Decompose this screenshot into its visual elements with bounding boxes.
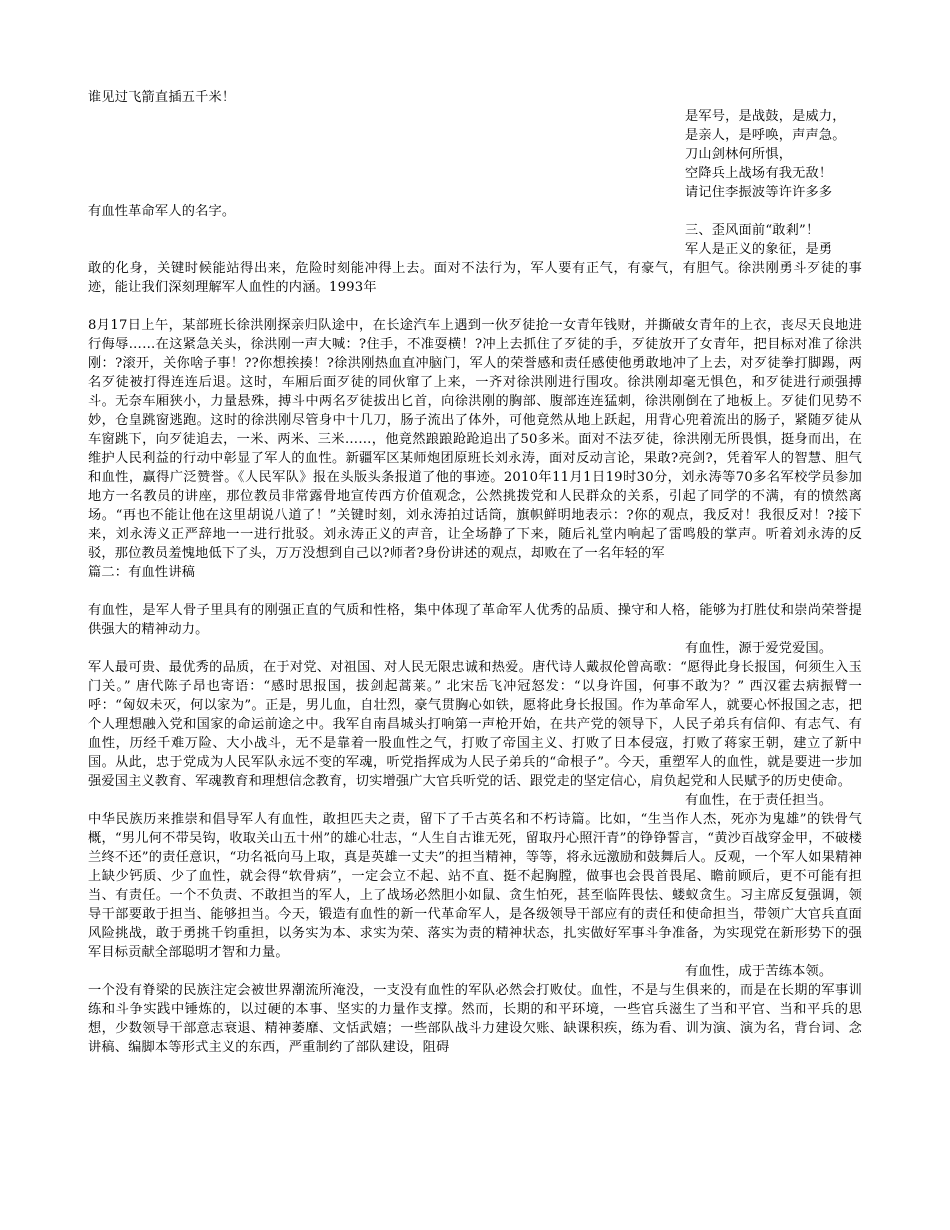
text-line: 刀山剑林何所惧， — [685, 147, 793, 162]
text-line: 军人是正义的象征，是勇 — [685, 242, 833, 257]
subheading-training: 有血性，成于苦练本领。 — [685, 964, 833, 979]
text-line: 空降兵上战场有我无敌！ — [685, 166, 833, 181]
subheading-responsibility: 有血性，在于责任担当。 — [685, 793, 833, 808]
paragraph-intro: 敢的化身，关键时候能站得出来，危险时刻能冲得上去。面对不法行为，军人要有正气，有豪气，有胆气。徐洪刚勇斗歹徒的事迹，能让我们深刻理解军人血性的内涵。1993年 — [88, 261, 862, 295]
paragraph-definition: 有血性，是军人骨子里具有的刚强正直的气质和性格，集中体现了革命军人优秀的品质、操守和人格，能够为打胜仗和崇尚荣誉提供强大的精神动力。 — [88, 603, 862, 637]
paragraph-responsibility: 中华民族历来推崇和倡导军人有血性，敢担匹夫之责，留下了千古英名和不朽诗篇。比如，“生当作人杰，死亦为鬼雄”的铁骨气概，“男儿何不带吴钩，收取关山五十州”的雄心壮志，“人生自古谁无死，留取丹心照汗青”的铮铮誓言，“黄沙百战穿金甲，不破楼兰终不还”的责任意识，“功名祗向马上取，真是英雄一丈夫”的担当精神，等等，将永远激励和鼓舞后人。反观，一个军人如果精神上缺少钙质、少了血性，就会得“软骨病”，一定会立不起、站不直、挺不起胸膛，做事也会畏首畏尾、瞻前顾后，更不可能有担当、有责任。一个不负责、不敢担当的军人，上了战场必然胆小如鼠、贪生怕死，甚至临阵畏怯、蝼蚁贪生。习主席反复强调，领导干部要敢于担当、能够担当。今天，锻造有血性的新一代革命军人，是各级领导干部应有的责任和使命担当，带领广大官兵直面风险挑战，敢于勇挑千钧重担，以务实为本、求实为荣、落实为责的精神状态，扎实做好军事斗争准备，为实现党在新形势下的强军目标贡献全部聪明才智和力量。 — [88, 812, 862, 960]
poem-section — [88, 88, 862, 259]
spacer — [88, 582, 862, 601]
text-line: 三、歪风面前“敢剎”！ — [685, 223, 820, 238]
paragraph-patriotism: 军人最可贵、最优秀的品质，在于对党、对祖国、对人民无限忠诚和热爱。唐代诗人戴叔伦曾高歌：“愿得此身长报国，何须生入玉门关。” 唐代陈子昂也寄语：“感时思报国，拔剑起蒿莱。” 北宋岳飞冲冠怒发：“以身许国，何事不敢为？” 西汉霍去病振臂一呼：“匈奴未灭，何以家为”。正是，男儿血，自壮烈，豪气贯胸心如铁，愿将此身长报国。作为革命军人，就要心怀报国之志，把个人理想融入党和国家的命运前途之中。我军自南昌城头打响第一声枪开始，在共产党的领导下，人民子弟兵有信仰、有志气、有血性，历经千难万险、大小战斗，无不是靠着一股血性之气，打败了帝国主义、打败了日本侵寇，打败了蒋家王朝，建立了新中国。从此，忠于党成为人民军队永远不变的军魂，听党指挥成为人民子弟兵的“命根子”。今天，重塑军人的血性，就是要进一步加强爱国主义教育、军魂教育和理想信念教育，切实增强广大官兵听党的话、跟党走的坚定信心，肩负起党和人民赋予的历史使命。 — [88, 660, 862, 789]
subheading-patriotism: 有血性，源于爱党爱国。 — [685, 641, 833, 656]
spacer — [88, 297, 862, 316]
text-line: 有血性革命军人的名字。 — [88, 204, 236, 219]
text-line: 谁见过飞箭直插五千米！ — [88, 90, 236, 105]
section-heading: 篇二：有血性讲稿 — [88, 565, 196, 580]
text-line: 是亲人，是呼唤，声声急。 — [685, 128, 846, 143]
text-line: 请记住李振波等许许多多 — [685, 185, 833, 200]
text-line: 是军号，是战鼓，是威力， — [685, 109, 846, 124]
paragraph-training: 一个没有脊梁的民族注定会被世界潮流所淹没，一支没有血性的军队必然会打败仗。血性，不是与生俱来的，而是在长期的军事训练和斗争实践中锤炼的，以过硬的本事、坚实的力量作支撑。然而，长期的和平环境，一些官兵滋生了当和平官、当和平兵的思想，少数领导干部意志衰退、精神萎靡、文恬武嬉；一些部队战斗力建设欠账、缺课积疾，练为看、训为演、演为名，背台词、念讲稿、编脚本等形式主义的东西，严重制约了部队建设，阻碍 — [88, 983, 862, 1055]
paragraph-xu-honggang: 8月17日上午，某部班长徐洪刚探亲归队途中，在长途汽车上遇到一伙歹徒抢一女青年钱财，并撕破女青年的上衣，丧尽天良地进行侮辱……在这紧急关头，徐洪刚一声大喊：?住手，不准耍横！?冲上去抓住了歹徒的手，歹徒放开了女青年，把目标对准了徐洪刚：?滚开，关你啥子事！??你想挨揍！?徐洪刚热血直冲脑门，军人的荣誉感和责任感使他勇敢地冲了上去，对歹徒拳打脚踢，两名歹徒被打得连连后退。这时，车厢后面歹徒的同伙窜了上来，一齐对徐洪刚进行围攻。徐洪刚却毫无惧色，和歹徒进行顽强搏斗。无奈车厢狭小，力量悬殊，搏斗中两名歹徒拔出匕首，向徐洪刚的胸部、腹部连连猛刺，徐洪刚倒在了地板上。歹徒们见势不妙，仓皇跳窗逃跑。这时的徐洪刚尽管身中十几刀，肠子流出了体外，可他竟然从地上跃起，用背心兜着流出的肠子，紧随歹徒从车窗跳下，向歹徒追去，一米、两米、三米……，他竟然踉踉跄跄追出了50多米。面对不法歹徒，徐洪刚无所畏惧，挺身而出，在维护人民利益的行动中彰显了军人的血性。新疆军区某师炮团原班长刘永涛，面对反动言论，果敢?亮剑?，凭着军人的智慧、胆气和血性，赢得广泛赞誉。《人民军队》报在头版头条报道了他的事迹。2010年11月1日19时30分，刘永涛等70多名军校学员参加地方一名教员的讲座，那位教员非常露骨地宣传西方价值观念，公然挑拨党和人民群众的关系，引起了同学的不满，有的愤然离场。“再也不能让他在这里胡说八道了！”关键时刻，刘永涛拍过话筒，旗帜鲜明地表示：?你的观点，我反对！我很反对！?接下来，刘永涛义正严辞地一一进行批驳。刘永涛正义的声音，让全场静了下来，随后礼堂内响起了雷鸣般的掌声。听着刘永涛的反驳，那位教员羞愧地低下了头，万万没想到自己以?师者?身份讲述的观点，却败在了一名年轻的军 — [88, 318, 862, 561]
